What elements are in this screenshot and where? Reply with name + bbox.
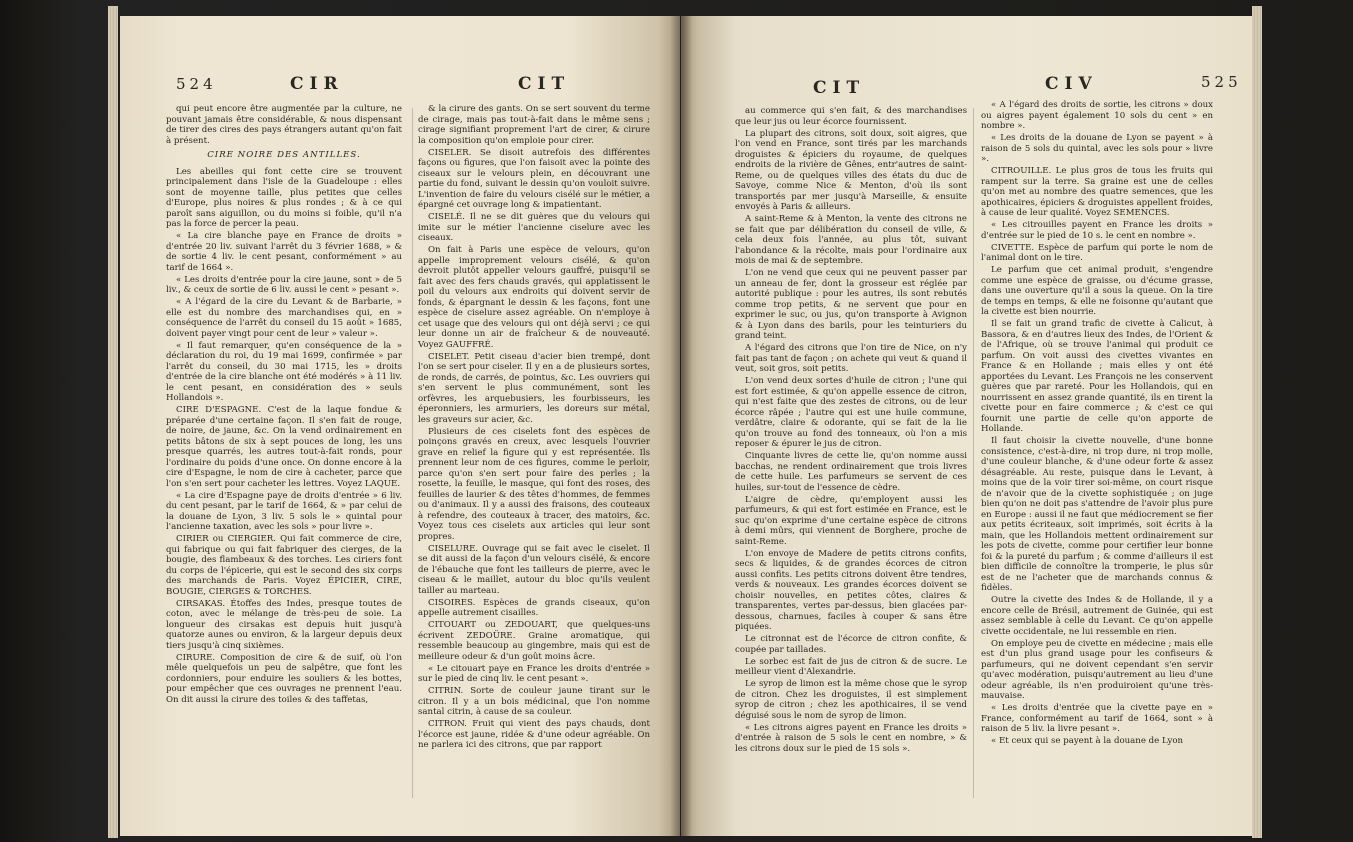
paragraph: L'aigre de cèdre, qu'employent aussi les parfumeurs, & qui est fort estimée en France, est le suc qu'on exprime d'une certaine espèce de citrons à demi mûrs, qui viennent de Borghere, proche de saint-Reme.	[735, 494, 967, 547]
paragraph: « A l'égard de la cire du Levant & de Barbarie, » elle est du nombre des marchandises qui, en » conséquence de l'arrêt du conseil du 15 août » 1685, doivent payer vingt pour cent de leur » valeur ».	[166, 297, 402, 339]
right-page	[681, 16, 1252, 836]
right-page-number: 525	[1201, 73, 1242, 91]
paragraph: Outre la civette des Indes & de Hollande, il y a encore celle de Brésil, autrement de Guinée, qui est assez semblable à celle du Levant. Ce qu'on appelle civette occidentale, ne lui ressemble en rien.	[981, 595, 1213, 637]
paragraph: « Et ceux qui se payent à la douane de Lyon	[991, 736, 1184, 746]
paragraph: & la cirure des gants. On se sert souvent du terme de cirage, mais pas tout-à-fait dans le même sens ; cirage signifiant proprement l'art de cirer, & cirure la composition qu'on emploie pour cirer.	[418, 104, 650, 146]
paragraph: CIVETTE. Espèce de parfum qui porte le nom de l'animal dont on le tire.	[981, 242, 1213, 263]
paragraph: « Les citrouilles payent en France les droits » d'entrée sur le pied de 10 s. le cent en nombre ».	[981, 220, 1213, 241]
paragraph: Il faut choisir la civette nouvelle, d'une bonne consistence, c'est-à-dire, ni trop dure, ni trop molle, d'une couleur blanche, & d'une odeur forte & assez désagréable. Au reste, puisque dans le Levant, à moins que de la voir tirer soi-même, on court risque de n'avoir que de la civette sophistiquée ; on juge bien qu'on ne doit pas s'attendre de l'avoir plus pure en Europe : aussi il ne faut que médiocrement se fier aux petits écriteaux, soit imprimés, soit écrits à la main, que les Hollandois mettent ordinairement sur les pots de civette, comme pour certifier leur bonne foi & la pureté du parfum ; & comme d'ailleurs il est bien difficile de connoître la tromperie, le plus sûr est de ne l'acheter que de marchands connus & fidèles.	[981, 436, 1213, 593]
paragraph: L'on vend deux sortes d'huile de citron ; l'une qui est fort estimée, & qu'on appelle essence de citron, qui n'est faite que des zestes de citrons, ou de leur écorce râpée ; l'autre qui est une huile commune, verdâtre, claire & odorante, qui se fait de la lie qu'on trouve au fond des tonneaux, où l'on a mis reposer & épurer le jus de citron.	[735, 376, 967, 449]
paragraph: A saint-Reme & à Menton, la vente des citrons ne se fait que par délibération du conseil de ville, & cela deux fois l'année, au plus tôt, suivant l'abondance & la récolte, mais pour l'ordinaire aux mois de mai & de septembre.	[735, 214, 967, 266]
paragraph: CISELURE. Ouvrage qui se fait avec le ciselet. Il se dit aussi de la façon d'un velours cisélé, & encore de l'ébauche que font les tailleurs de pierre, avec le ciseau & le maillet, autour du bloc qu'ils veulent tailler au marteau.	[418, 543, 650, 596]
left-running-head-2: CIT	[518, 74, 571, 94]
paragraph: CITOUART ou ZEDOUART, que quelques-uns écrivent ZEDOÜRE. Graine aromatique, qui ressemble beaucoup au gingembre, mais qui est de meilleure odeur & d'un goût moins âcre.	[418, 620, 650, 662]
section-heading: CIRE NOIRE DES ANTILLES.	[207, 150, 361, 160]
paragraph: « Il faut remarquer, qu'en conséquence de la » déclaration du roi, du 19 mai 1699, confirmée » par l'arrêt du conseil, du 30 mai 1715, les » droits d'entrée de la cire blanche ont été modérés » à 11 liv. le cent pesant, en considération des » seuls Hollandois ».	[166, 340, 402, 403]
paragraph: Plusieurs de ces ciselets font des espèces de poinçons gravés en creux, avec lesquels l'ouvrier grave en relief la figure qui y est représentée. Ils prennent leur nom de ces figures, comme le perloir, parce qu'on s'en sert pour faire des perles ; la rosette, la feuille, le masque, qui font des roses, des feuilles de laurier & des têtes d'hommes, de femmes ou d'animaux. Il y a aussi des fraisons, des couteaux à refendre, des couteaux à tracer, des matoirs, &c. Voyez tous ces ciselets aux articles qui leur sont propres.	[418, 426, 650, 542]
paragraph: CISELÉ. Il ne se dit guères que du velours qui imite sur le métier l'ancienne ciselure avec les ciseaux.	[418, 212, 650, 243]
paragraph: Le sorbec est fait de jus de citron & de sucre. Le meilleur vient d'Alexandrie.	[735, 656, 967, 677]
paragraph: au commerce qui s'en fait, & des marchandises que leur jus ou leur écorce fournissent.	[735, 106, 967, 127]
left-column-2	[418, 104, 650, 804]
paragraph: Le citronnat est de l'écorce de citron confite, & coupée par taillades.	[735, 634, 967, 655]
paragraph: La plupart des citrons, soit doux, soit aigres, que l'on vend en France, sont tirés par les marchands droguistes & épiciers du royaume, de quelques endroits de la rivière de Gênes, entr'autres de saint-Reme, ou de quelques villes des états du duc de Savoye, comme Nice & Menton, d'où ils sont transportés par mer jusqu'à Marseille, & ensuite envoyés à Paris & ailleurs.	[735, 128, 967, 212]
paragraph: CIRSAKAS. Étoffes des Indes, presque toutes de coton, avec le mélange de très-peu de soie. La longueur des cirsakas est depuis huit jusqu'à quatorze aunes ou environ, & la largeur depuis deux tiers jusqu'à cinq sixièmes.	[166, 598, 402, 651]
paragraph: CISELER. Se disoit autrefois des différentes façons ou figures, que l'on faisoit avec la pointe des ciseaux sur le velours plein, en découvrant une partie du fond, suivant le dessin qu'on vouloit suivre. L'invention de faire du velours cisélé sur le métier, a épargné cet ouvrage long & impatientant.	[418, 147, 650, 210]
paragraph: Cinquante livres de cette lie, qu'on nomme aussi bacchas, ne rendent ordinairement que trois livres de cette huile. Les parfumeurs se servent de ces huiles, sur-tout de l'essence de cèdre.	[735, 451, 967, 493]
paragraph: CISELET. Petit ciseau d'acier bien trempé, dont l'on se sert pour ciseler. Il y en a de plusieurs sortes, de ronds, de carrés, de pointus, &c. Les ouvriers qui s'en servent le plus communément, sont les orfèvres, les arquebusiers, les fourbisseurs, les éperonniers, les armuriers, les doreurs sur métal, les graveurs sur acier, &c.	[418, 351, 650, 425]
book-gutter	[670, 16, 692, 836]
paragraph: CIRIER ou CIERGIER. Qui fait commerce de cire, qui fabrique ou qui fait fabriquer des cierges, de la bougie, des flambeaux & des torches. Les ciriers font du corps de l'épicerie, qui est le second des six corps des marchands de Paris. Voyez ÉPICIER, CIRE, BOUGIE, CIERGES & TORCHES.	[166, 534, 402, 597]
left-page-edges	[108, 6, 118, 838]
left-running-head-1: CIR	[290, 74, 344, 94]
paragraph: qui peut encore être augmentée par la culture, ne pouvant jamais être considérable, & nous dispensant de tirer des cires des pays étrangers autant qu'on fait à présent.	[166, 104, 402, 146]
paragraph: « Le citouart paye en France les droits d'entrée » sur le pied de cinq liv. le cent pesant ».	[418, 663, 650, 684]
paragraph: On fait à Paris une espèce de velours, qu'on appelle improprement velours cisélé, & qu'on devroit plutôt appeller velours gauffré, puisqu'il se fait avec des fers chauds gravés, qui applatissent le poil du velours aux endroits qui doivent servir de fonds, & épargnant le dessin & les façons, font une espèce de ciselure assez agréable. On n'employe à cet usage que des velours qui ont déjà servi ; ce qui leur donne un air de fraîcheur & de nouveauté. Voyez GAUFFRÉ.	[418, 245, 650, 350]
paragraph: CIRE D'ESPAGNE. C'est de la laque fondue & préparée d'une certaine façon. Il s'en fait de rouge, de noire, de jaune, &c. On la vend ordinairement en petits bâtons de six à sept pouces de long, les uns presque quarrés, les autres tout-à-fait ronds, pour l'ordinaire du poids d'une once. On donne encore à la cire d'Espagne, le nom de cire à cacheter, parce que l'on s'en sert pour cacheter les lettres. Voyez LAQUE.	[166, 405, 402, 489]
paragraph: « Les droits d'entrée que la civette paye en » France, conformément au tarif de 1664, sont » à raison de 5 liv. la livre pesant ».	[981, 703, 1213, 734]
right-page-edges	[1252, 6, 1262, 838]
paragraph: Le parfum que cet animal produit, s'engendre comme une espèce de graisse, ou d'écume grasse, dans une ouverture qu'il a sous la queue. On la tire de temps en temps, & elle ne foisonne qu'autant que la civette est bien nourrie.	[981, 265, 1213, 317]
paragraph: On employe peu de civette en médecine ; mais elle est d'un plus grand usage pour les confiseurs & parfumeurs, qui ne doivent cependant s'en servir qu'avec modération, puisqu'autrement au lieu d'une odeur agréable, ils n'en produiroient qu'une très-mauvaise.	[981, 638, 1213, 701]
paragraph: « Les citrons aigres payent en France les droits » d'entrée à raison de 5 sols le cent en nombre, » & les citrons doux sur le pied de 15 sols ».	[735, 722, 967, 754]
right-column-divider	[973, 108, 974, 798]
paragraph: « La cire d'Espagne paye de droits d'entrée » 6 liv. du cent pesant, par le tarif de 1664, & » par celui de la douane de Lyon, 3 liv. 5 sols le » quintal pour l'ancienne taxation, avec les sols » pour livre ».	[166, 490, 402, 532]
paragraph: Les abeilles qui font cette cire se trouvent principalement dans l'isle de la Guadeloupe : elles sont de moyenne taille, plus petites que celles d'Europe, plus noires & plus rondes ; & à ce qui paroît sans aiguillon, ou du moins si foible, qu'il n'a pas la force de percer la peau.	[166, 166, 402, 229]
left-column-1	[166, 104, 402, 804]
paragraph: L'on envoye de Madere de petits citrons confits, secs & liquides, & de grandes écorces de citron aussi confits. Les petits citrons doivent être tendres, verds & nouveaux. Les grandes écorces doivent se choisir nouvelles, en petites côtes, claires & transparentes, vertes par-dessus, bien glacées par-dessous, charnues, faciles à couper & sans être piquées.	[735, 548, 967, 632]
paragraph: Le syrop de limon est la même chose que le syrop de citron. Chez les droguistes, il est simplement syrop de citron ; chez les apothicaires, il se vend déguisé sous le nom de syrop de limon.	[735, 679, 967, 721]
right-column-2	[981, 100, 1213, 800]
paragraph: CITROUILLE. Le plus gros de tous les fruits qui rampent sur la terre. Sa graine est une de celles qu'on met au nombre des quatre semences, que les apothicaires, épiciers & droguistes appellent froides, à cause de leur qualité. Voyez SEMENCES.	[981, 166, 1213, 218]
paragraph: Il se fait un grand trafic de civette à Calicut, à Bassora, & en d'autres lieux des Indes, de l'Orient & de l'Afrique, où se trouve l'animal qui produit ce parfum. On voit aussi des civettes vivantes en France & en Hollande ; mais elles y ont été apportées du Levant. Les François ne les conservent guères que par rareté. Pour les Hollandois, qui en nourrissent en assez grande quantité, ils en tirent la civette pour en faire commerce ; & c'est ce qui fournit une partie de celle qu'on apporte de Hollande.	[981, 319, 1213, 434]
paragraph: CITRIN. Sorte de couleur jaune tirant sur le citron. Il y a un bois médicinal, que l'on nomme santal citrin, à cause de sa couleur.	[418, 686, 650, 717]
left-column-divider	[412, 108, 413, 798]
right-running-head-1: CIT	[813, 78, 866, 98]
paragraph: « La cire blanche paye en France de droits » d'entrée 20 liv. suivant l'arrêt du 3 février 1688, » & de sortie 4 liv. le cent pesant, conformément » au tarif de 1664 ».	[166, 231, 402, 273]
paragraph: CIRURE. Composition de cire & de suif, où l'on mêle quelquefois un peu de salpêtre, que font les cordonniers, pour enduire les souliers & les bottes, pour empêcher que ces ouvrages ne prennent l'eau. On dit aussi la cirure des toiles & des taffetas,	[166, 652, 402, 705]
paragraph: L'on ne vend que ceux qui ne peuvent passer par un anneau de fer, dont la grosseur est réglée par autorité publique : pour les autres, ils sont rebutés comme trop petits, & ne servent que pour en exprimer le suc, ou jus, qu'on transporte à Avignon & à Lyon dans des barils, pour les teinturiers du grand teint.	[735, 268, 967, 341]
paragraph: CITRON. Fruit qui vient des pays chauds, dont l'écorce est jaune, ridée & d'une odeur agréable. On ne parlera ici des citrons, que par rapport	[418, 719, 650, 750]
paragraph: « Les droits de la douane de Lyon se payent » à raison de 5 sols du quintal, avec les sols pour » livre ».	[981, 133, 1213, 164]
left-page-number: 524	[176, 75, 217, 93]
right-column-1	[735, 106, 967, 806]
paragraph: A l'égard des citrons que l'on tire de Nice, on n'y fait pas tant de façon ; on achete qui veut & quand il veut, soit gros, soit petits.	[735, 343, 967, 374]
paragraph: « Les droits d'entrée pour la cire jaune, sont » de 5 liv., & ceux de sortie de 6 liv. aussi le cent » pesant ».	[166, 274, 402, 295]
left-page	[120, 16, 680, 836]
paragraph: CISOIRES. Espèces de grands ciseaux, qu'on appelle autrement cisailles.	[418, 597, 650, 618]
paragraph: « A l'égard des droits de sortie, les citrons » doux ou aigres payent également 10 sols du cent » en nombre ».	[981, 100, 1213, 131]
right-running-head-2: CIV	[1045, 74, 1098, 94]
